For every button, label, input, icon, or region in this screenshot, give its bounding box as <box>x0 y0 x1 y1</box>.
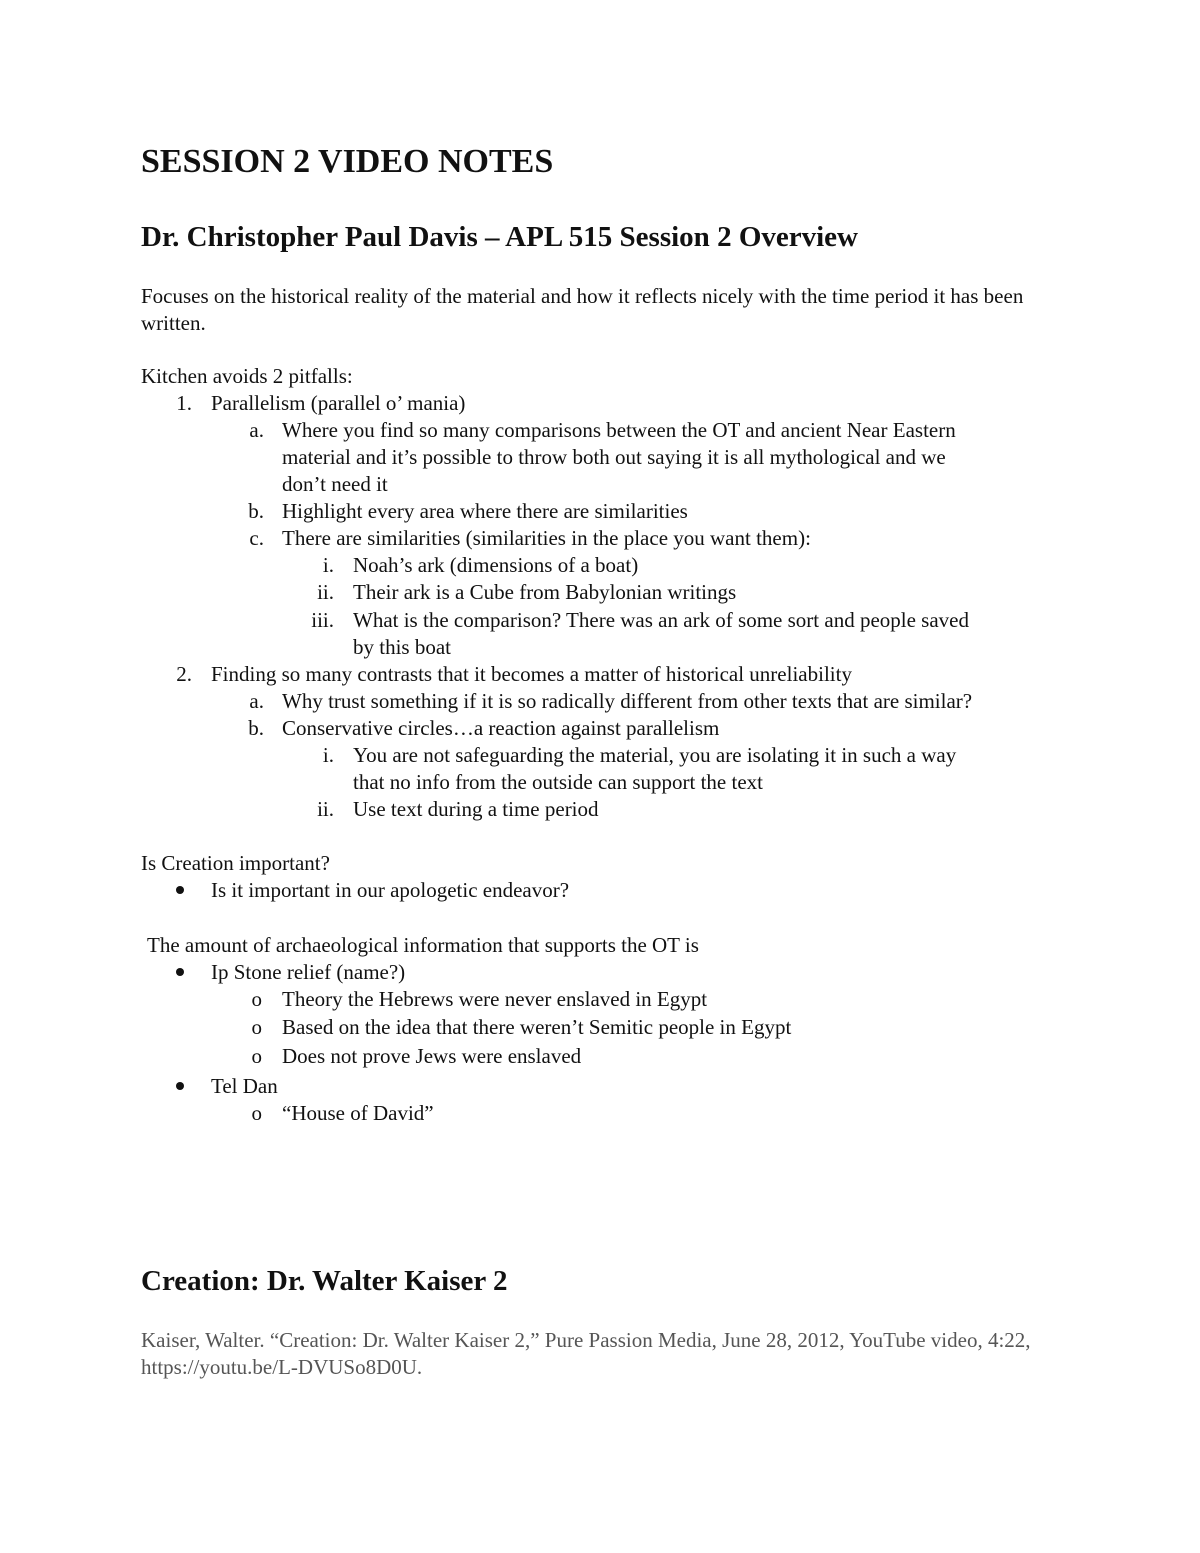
bullet-dot-icon <box>176 968 184 976</box>
list-item-1c-i: Noah’s ark (dimensions of a boat) <box>353 553 639 577</box>
list-marker-1c-iii: iii. <box>311 608 334 632</box>
list-marker-2: 2. <box>176 662 192 686</box>
ip-stone-sub-2: Based on the idea that there weren’t Semitic people in Egypt <box>282 1015 792 1039</box>
list-marker-2a: a. <box>249 689 264 713</box>
ip-stone-sub-3: Does not prove Jews were enslaved <box>282 1044 582 1068</box>
list-item-2b: Conservative circles…a reaction against parallelism <box>282 716 720 740</box>
list-marker-1a: a. <box>249 418 264 442</box>
list-marker-1: 1. <box>176 391 192 415</box>
list-marker-2b: b. <box>248 716 264 740</box>
list-item-1a-line3: don’t need it <box>282 472 388 496</box>
section-heading-davis: Dr. Christopher Paul Davis – APL 515 Session 2 Overview <box>141 221 858 253</box>
list-marker-2b-i: i. <box>322 743 334 767</box>
circle-bullet-icon: o <box>251 1015 262 1039</box>
ip-stone-item: Ip Stone relief (name?) <box>211 960 406 984</box>
creation-question: Is Creation important? <box>141 851 330 875</box>
archaeology-intro: The amount of archaeological information that supports the OT is <box>147 933 699 957</box>
list-item-1c-ii: Their ark is a Cube from Babylonian writings <box>353 580 737 604</box>
bullet-dot-icon <box>176 886 184 894</box>
list-item-parallelism: Parallelism (parallel o’ mania) <box>211 391 466 415</box>
list-item-1c-iii-line2: by this boat <box>353 635 451 659</box>
list-item-2b-i-line2: that no info from the outside can support the text <box>353 770 763 794</box>
circle-bullet-icon: o <box>251 1044 262 1068</box>
list-item-1c: There are similarities (similarities in the place you want them): <box>282 526 811 550</box>
creation-bullet: Is it important in our apologetic endeavor? <box>211 878 570 902</box>
tel-dan-sub: “House of David” <box>282 1101 434 1125</box>
pitfalls-intro: Kitchen avoids 2 pitfalls: <box>141 364 353 388</box>
list-item-1a-line2: material and it’s possible to throw both out saying it is all mythological and we <box>282 445 946 469</box>
list-marker-1c-ii: ii. <box>317 580 334 604</box>
list-marker-1c: c. <box>249 526 264 550</box>
document-title: SESSION 2 VIDEO NOTES <box>141 143 554 180</box>
circle-bullet-icon: o <box>251 1101 262 1125</box>
bullet-dot-icon <box>176 1082 184 1090</box>
list-item-1b: Highlight every area where there are similarities <box>282 499 688 523</box>
list-item-1c-iii-line1: What is the comparison? There was an ark of some sort and people saved <box>353 608 969 632</box>
ip-stone-sub-1: Theory the Hebrews were never enslaved in Egypt <box>282 987 708 1011</box>
tel-dan-item: Tel Dan <box>211 1074 278 1098</box>
list-item-contrasts: Finding so many contrasts that it becomes a matter of historical unreliability <box>211 662 852 686</box>
intro-paragraph: Focuses on the historical reality of the material and how it reflects nicely with the time period it has been written. <box>141 284 1024 335</box>
list-marker-1b: b. <box>248 499 264 523</box>
section-heading-kaiser: Creation: Dr. Walter Kaiser 2 <box>141 1265 508 1297</box>
list-marker-2b-ii: ii. <box>317 797 334 821</box>
list-item-2b-i-line1: You are not safeguarding the material, you are isolating it in such a way <box>353 743 957 767</box>
video-citation: Kaiser, Walter. “Creation: Dr. Walter Kaiser 2,” Pure Passion Media, June 28, 2012, YouTube video, 4:22, https://youtu.be/L-DVUSo8D0U. <box>141 1328 1031 1379</box>
circle-bullet-icon: o <box>251 987 262 1011</box>
list-item-2b-ii: Use text during a time period <box>353 797 599 821</box>
list-item-1a-line1: Where you find so many comparisons between the OT and ancient Near Eastern <box>282 418 956 442</box>
list-marker-1c-i: i. <box>322 553 334 577</box>
list-item-2a: Why trust something if it is so radically different from other texts that are similar? <box>282 689 973 713</box>
